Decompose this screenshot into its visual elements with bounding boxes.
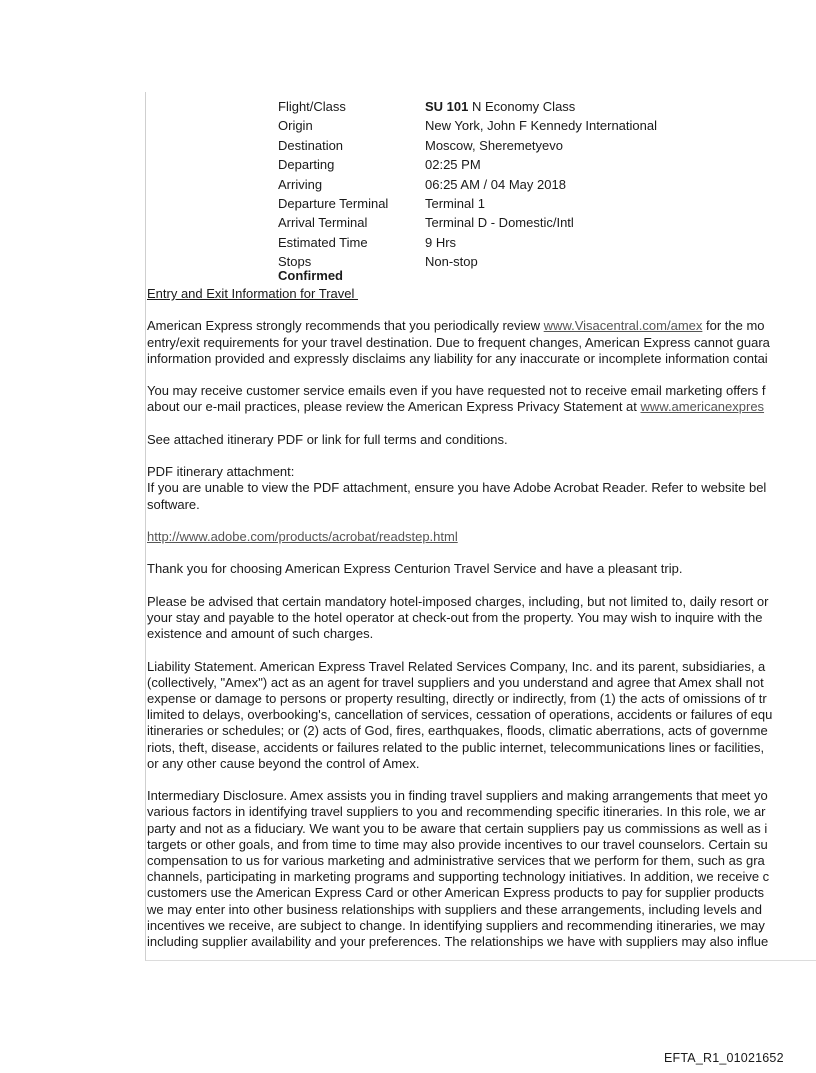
flight-number: SU 101: [425, 99, 469, 114]
flight-row-label: Destination: [278, 137, 344, 153]
flight-row: [278, 136, 657, 155]
flight-row-label: Stops: [278, 254, 312, 270]
flight-row: [278, 194, 657, 213]
flight-row: [278, 175, 657, 194]
thank-you-paragraph: Thank you for choosing American Express Centurion Travel Service and have a pleasant trip.: [147, 561, 683, 577]
entry-exit-heading: Entry and Exit Information for Travel: [147, 286, 358, 301]
flight-row-value: Terminal D - Domestic/Intl: [425, 215, 574, 231]
text-line: Intermediary Disclosure. Amex assists you in finding travel suppliers and making arrangements that meet yo: [147, 788, 768, 804]
flight-row: [278, 97, 657, 116]
text-line: itineraries or schedules; or (2) acts of God, fires, earthquakes, floods, climatic aberrations, acts of governme: [147, 723, 768, 739]
document-id: EFTA_R1_01021652: [664, 1051, 784, 1065]
text-line: including supplier availability and your preferences. The relationships we have with suppliers may also influe: [147, 933, 769, 949]
flight-row-label: Flight/Class: [278, 99, 346, 114]
flight-row-label: Departure Terminal: [278, 196, 389, 212]
flight-row-value: 02:25 PM: [425, 157, 481, 173]
flight-row-value: Terminal 1: [425, 196, 485, 212]
flight-row: [278, 155, 657, 174]
hotel-charges-paragraph: Please be advised that certain mandatory hotel-imposed charges, including, but not limited to, daily resort or your stay and payable to the hotel operator at check-out from the property. You may wish to inquire with the existence and amount of such charges.: [147, 593, 769, 642]
flight-row-label: Arriving: [278, 176, 323, 192]
flight-row-label: Departing: [278, 157, 335, 173]
flight-row: [278, 213, 657, 232]
text-line: customers use the American Express Card or other American Express products to pay for supplier products: [147, 885, 765, 901]
text-line: compensation to us for various marketing and administrative services that we perform for them, such as gra: [147, 852, 765, 868]
flight-row-value: Non-stop: [425, 254, 478, 270]
text-line: channels, participating in marketing programs and supporting technology initiatives. In addition, we receive c: [147, 869, 770, 885]
flight-row: [278, 233, 657, 252]
adobe-link[interactable]: http://www.adobe.com/products/acrobat/readstep.html: [147, 528, 458, 544]
flight-row-label: Origin: [278, 118, 313, 134]
itinerary-body: [147, 286, 816, 966]
text-line: targets or other goals, and from time to time may also provide incentives to our travel counselors. Certain su: [147, 836, 768, 852]
text-line: (collectively, "Amex") act as an agent for travel suppliers and you understand and agree that Amex shall not: [147, 674, 764, 690]
text-line: limited to delays, overbooking's, cancellation of services, cessation of operations, accidents or failures of equ: [147, 707, 773, 723]
pdf-paragraph: PDF itinerary attachment: If you are unable to view the PDF attachment, ensure you have Adobe Acrobat Reader. Refer to website bel software.: [147, 464, 767, 512]
text-line: party and not as a fiduciary. We want you to be aware that certain suppliers pay us commissions as well as i: [147, 820, 768, 836]
flight-row-value: 9 Hrs: [425, 234, 457, 250]
flight-row: [278, 116, 657, 135]
liability-statement: [147, 659, 816, 772]
text-line: we may enter into other business relationships with suppliers and these arrangements, including levels and: [147, 901, 762, 917]
text-line: riots, theft, disease, accidents or failures related to the public internet, telecommunications lines or facilities,: [147, 739, 765, 755]
email-paragraph: You may receive customer service emails even if you have requested not to receive email marketing offers f about our e-mail practices, please review the American Express Privacy Statement at www.americanexpres: [147, 383, 766, 415]
flight-row-label: Estimated Time: [278, 234, 368, 250]
visacentral-link[interactable]: www.Visacentral.com/amex: [543, 318, 703, 334]
text-line: Liability Statement. American Express Travel Related Services Company, Inc. and its parent, subsidiaries, a: [147, 658, 766, 674]
text-line: expense or damage to persons or property resulting, directly or indirectly, from (1) the acts of omissions of tr: [147, 690, 767, 706]
text-line: various factors in identifying travel suppliers to you and recommending specific itineraries. In this role, we ar: [147, 804, 766, 820]
terms-paragraph: See attached itinerary PDF or link for full terms and conditions.: [147, 431, 508, 447]
visa-paragraph: American Express strongly recommends that you periodically review www.Visacentral.com/amex for the mo entry/exit requirements for your travel destination. Due to frequent changes, American Express cannot guara information provided and expressly disclaims any liability for any inaccurate or incomplete information contai: [147, 318, 770, 366]
intermediary-disclosure: [147, 788, 816, 950]
flight-row-value: 06:25 AM / 04 May 2018: [425, 176, 566, 192]
flight-row-label: Arrival Terminal: [278, 215, 368, 231]
booking-status: Confirmed: [278, 268, 343, 283]
flight-details-table: [278, 97, 657, 272]
text-line: incentives we receive, are subject to change. In identifying suppliers and recommending itineraries, we may: [147, 917, 765, 933]
text-line: or any other cause beyond the control of Amex.: [147, 755, 420, 771]
flight-row-value: SU 101 N Economy Class: [425, 99, 576, 114]
privacy-statement-link[interactable]: www.americanexpres: [640, 399, 765, 415]
flight-row-value: Moscow, Sheremetyevo: [425, 137, 564, 153]
flight-row-value: New York, John F Kennedy International: [425, 118, 657, 134]
